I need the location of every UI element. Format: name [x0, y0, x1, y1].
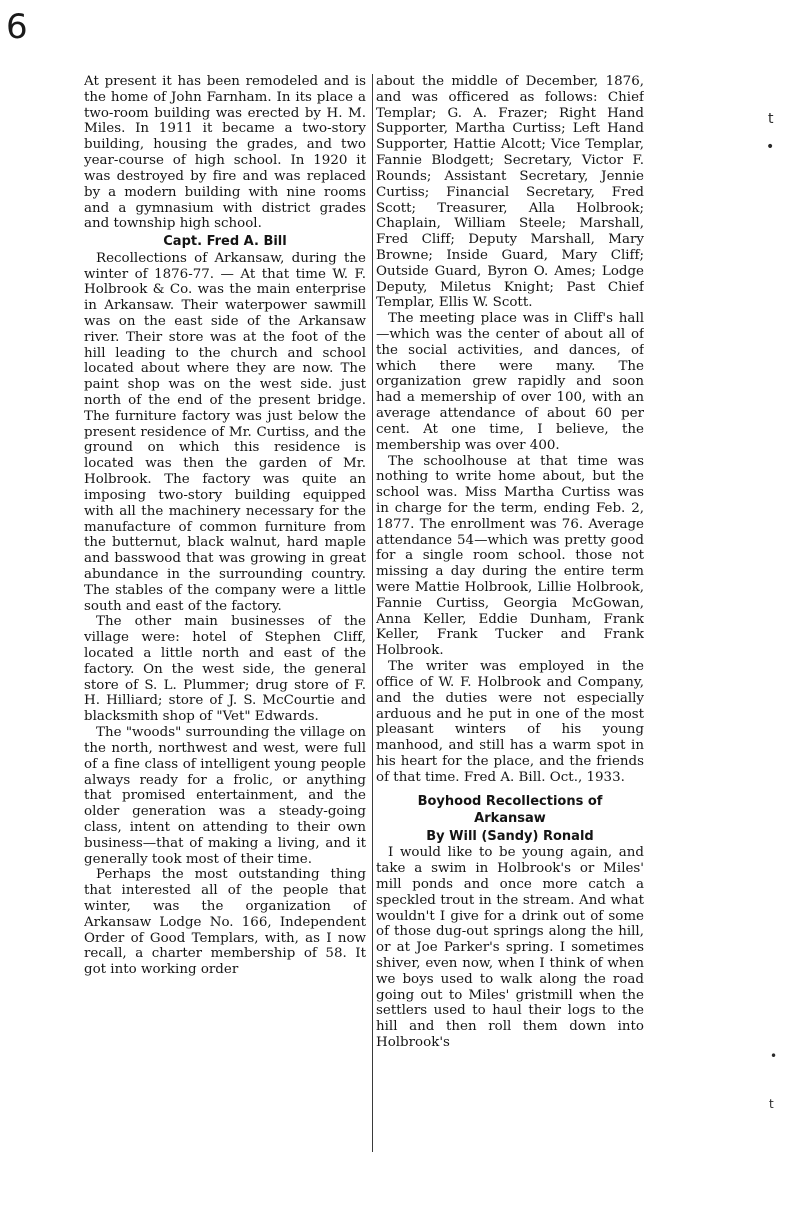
page-number: 6	[6, 7, 28, 47]
paragraph: The meeting place was in Cliff's hall—which was the center of about all of the social activities, and dances, of which there were many. The organization grew rapidly and soon had a memership of over 100, with an average attendance of about 60 per cent. At one time, I believe, the membership was over 400.	[376, 311, 644, 453]
paragraph: The other main businesses of the village were: hotel of Stephen Cliff, located a little north and east of the factory. On the west side, the general store of S. L. Plummer; drug store of F. H. Hilliard; store of J. S. McCourtie and blacksmith shop of "Vet" Edwards.	[84, 614, 366, 725]
paragraph: Recollections of Arkansaw, during the winter of 1876-77. — At that time W. F. Holbrook & Co. was the main enterprise in Arkansaw. Their waterpower sawmill was on the east side of the Arkansaw river. Their store was at the foot of the hill leading to the church and school located about where they are now. The paint shop was on the west side. just north of the end of the present bridge. The furniture factory was just below the present residence of Mr. Curtiss, and the ground on which this residence is located was then the garden of Mr. Holbrook. The factory was quite an imposing two-story building equipped with all the machinery necessary for the manufacture of common furniture from the butternut, black walnut, hard maple and basswood that was growing in great abundance in the surrounding country. The stables of the company were a little south and east of the factory.	[84, 250, 366, 614]
paragraph: The "woods" surrounding the village on the north, northwest and west, were full of a fine class of intelligent young people always ready for a frolic, or anything that promised entertainment, and the older generation was a steady-going class, intent on attending to their own business—that of making a living, and it generally took most of their time.	[84, 725, 366, 867]
byline: By Will (Sandy) Ronald	[426, 828, 594, 844]
paragraph: The writer was employed in the office of W. F. Holbrook and Company, and the duties were not especially arduous and he put in one of the most pleasant winters of his young manhood, and still has a warm spot in his heart for the place, and the friends of that time. Fred A. Bill. Oct., 1933.	[376, 659, 644, 785]
paragraph: At present it has been remodeled and is the home of John Farnham. In its place a two-room building was erected by H. M. Miles. In 1911 it became a two-story building, housing the grades, and two year-course of high school. In 1920 it was destroyed by fire and was replaced by a modern building with nine rooms and a gymnasium with district grades and township high school.	[84, 74, 366, 232]
paragraph: I would like to be young again, and take a swim in Holbrook's or Miles' mill ponds and once more catch a speckled trout in the stream. And what wouldn't I give for a drink out of some of those dug-out springs along the hill, or at Joe Parker's spring. I sometimes shiver, even now, when I think of when we boys used to walk along the road going out to Miles' gristmill when the settlers used to haul their logs to the hill and then roll them down into Holbrook's	[376, 845, 644, 1051]
section-heading: Capt. Fred A. Bill	[163, 234, 287, 250]
paragraph: about the middle of December, 1876, and was officered as follows: Chief Templar; G. A. Frazer; Right Hand Supporter, Martha Curtiss; Left Hand Supporter, Hattie Alcott; Vice Templar, Fannie Blodgett; Secretary, Victor F. Rounds; Assistant Secretary, Jennie Curtiss; Financial Secretary, Fred Scott; Treasurer, Alla Holbrook; Chaplain, William Steele; Marshall, Fred Cliff; Deputy Marshall, Mary Browne; Inside Guard, Mary Cliff; Outside Guard, Byron O. Ames; Lodge Deputy, Miletus Knight; Past Chief Templar, Ellis W. Scott.	[376, 74, 644, 311]
left-column	[84, 74, 373, 1152]
margin-mark: •	[770, 1049, 778, 1063]
margin-mark: t	[768, 111, 774, 127]
section-heading: Boyhood Recollections of	[417, 793, 603, 809]
margin-mark: t	[769, 1097, 774, 1111]
section-heading-line2: Arkansaw	[474, 811, 546, 827]
margin-mark: •	[766, 139, 775, 155]
paragraph: Perhaps the most outstanding thing that interested all of the people that winter, was the organization of Arkansaw Lodge No. 166, Independent Order of Good Templars, with, as I now recall, a charter membership of 58. It got into working order	[84, 867, 366, 978]
paragraph: The schoolhouse at that time was nothing to write home about, but the school was. Miss Martha Curtiss was in charge for the term, ending Feb. 2, 1877. The enrollment was 76. Average attendance 54—which was pretty good for a single room school. those not missing a day during the entire term were Mattie Holbrook, Lillie Holbrook, Fannie Curtiss, Georgia McGowan, Anna Keller, Eddie Dunham, Frank Keller, Frank Tucker and Frank Holbrook.	[376, 453, 644, 659]
right-column	[376, 74, 644, 1152]
